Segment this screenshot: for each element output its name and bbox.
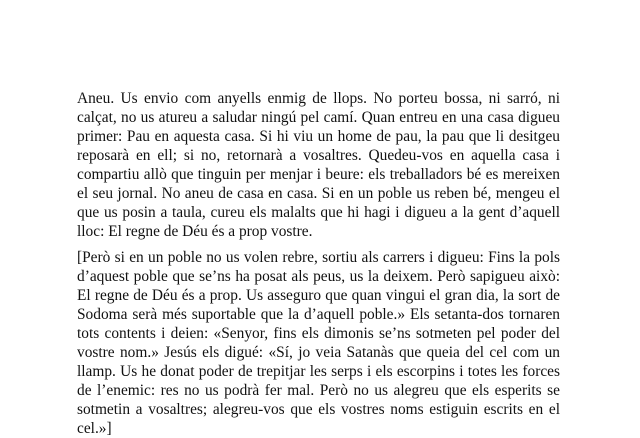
paragraph-1: Aneu. Us envio com anyells enmig de llops. No porteu bossa, ni sarró, ni calçat, no us atureu a saludar ningú pel camí. Quan entreu en una casa digueu primer: Pau en aquesta casa. Si hi viu un home de pau, la pau que li desitgeu reposarà en ell; si no, retornarà a vosaltres. Quedeu-vos en aquella casa i compartiu allò que tinguin per menjar i beure: els treballadors bé es mereixen el seu jornal. No aneu de casa en casa. Si en un poble us reben bé, mengeu el que us posin a taula, cureu els malalts que hi hagi i digueu a la gent d’aquell lloc: El regne de Déu és a prop vostre. (77, 90, 560, 240)
paragraph-2: [Però si en un poble no us volen rebre, sortiu als carrers i digueu: Fins la pols d’aquest poble que se’ns ha posat als peus, us la deixem. Però sapigueu això: El regne de Déu és a prop. Us asseguro que quan vingui el gran dia, la sort de Sodoma serà més suportable que la d’aquell poble.» Els setanta-dos tornaren tots contents i deien: «Senyor, fins els dimonis se’ns sotmeten pel poder del vostre nom.» Jesús els digué: «Sí, jo veia Satanàs que queia del cel com un llamp. Us he donat poder de trepitjar les serps i els escorpins i totes les forces de l’enemic: res no us podrà fer mal. Però no us alegreu que els esperits se sotmetin a vosaltres; alegreu-vos que els vostres noms estiguin escrits en el cel.»] (77, 249, 560, 437)
document-page (77, 89, 560, 438)
